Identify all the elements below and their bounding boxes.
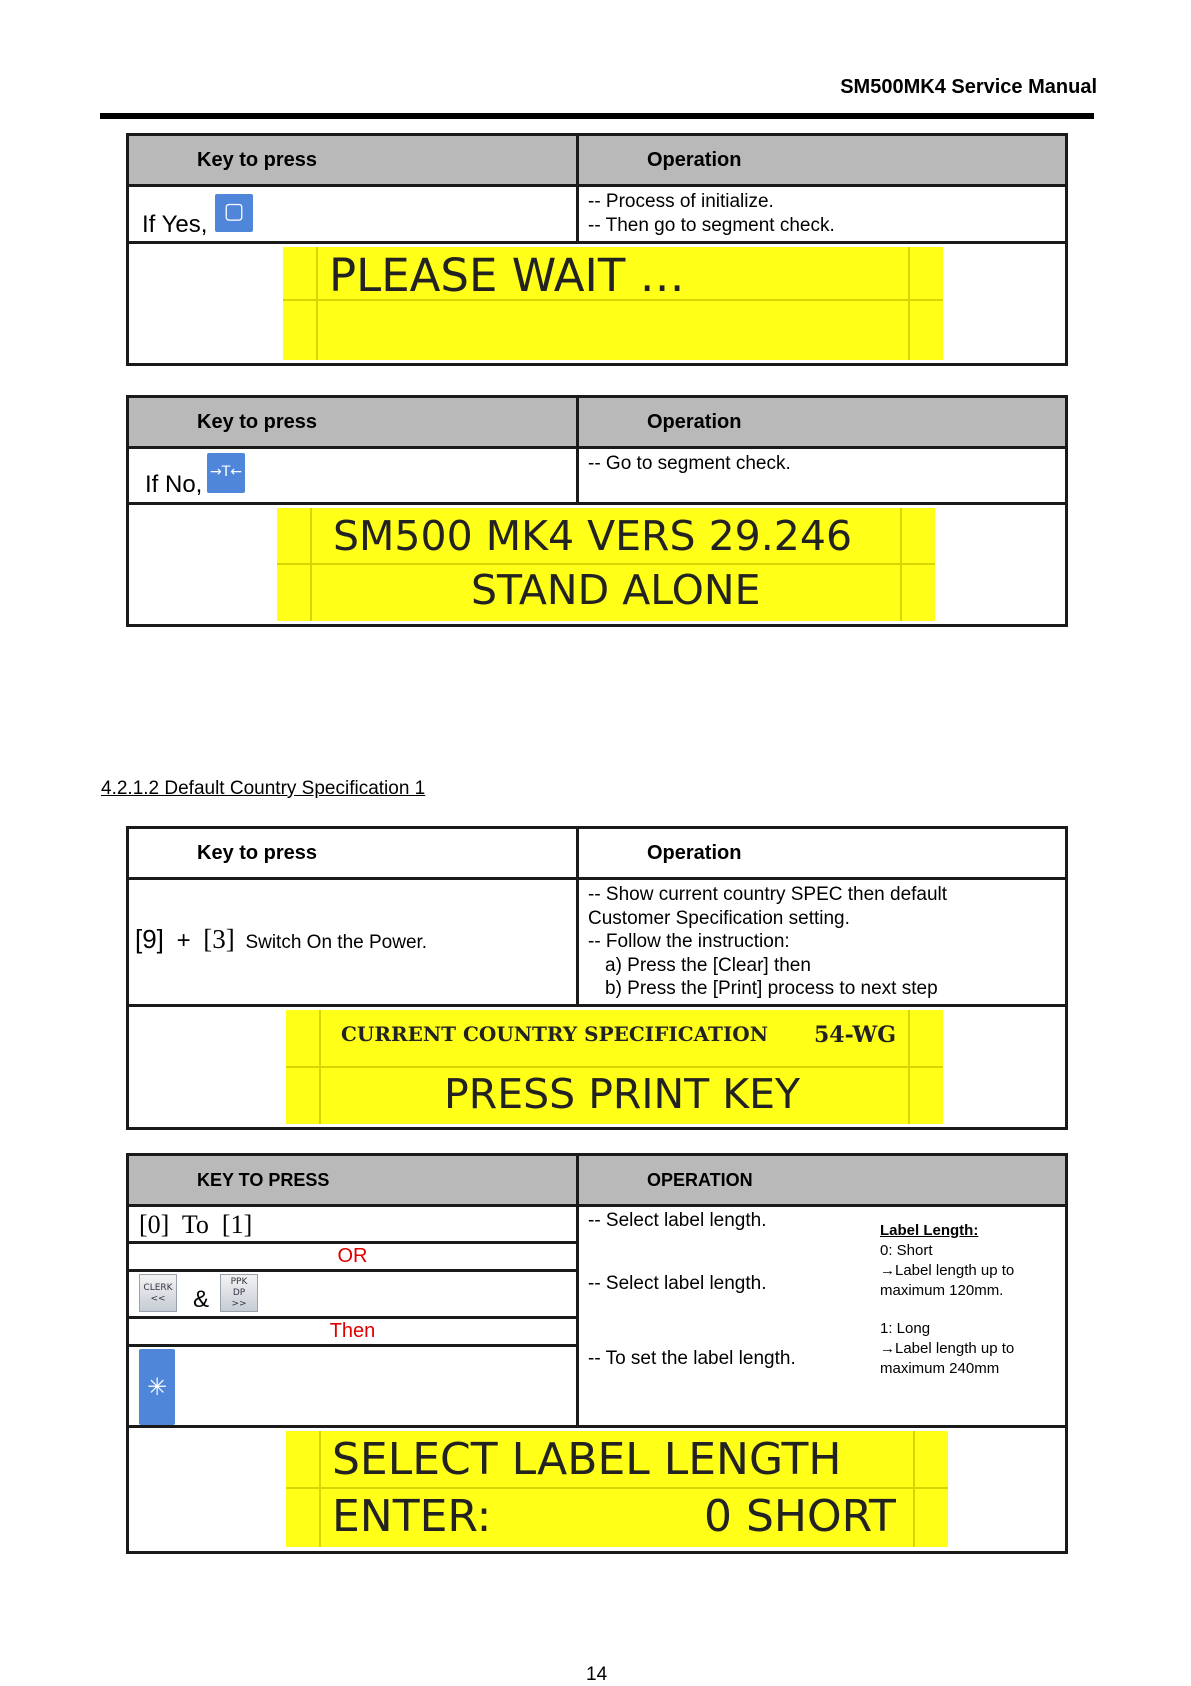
display-cell [128,504,1067,626]
key-label: If No, [145,471,203,498]
key-cell [128,186,578,243]
lcd-display [283,247,943,360]
clear-key-icon: ▢ [215,194,253,232]
label-length-line: maximum 120mm. [880,1282,1004,1299]
lcd-line-1: CURRENT COUNTRY SPECIFICATION [341,1021,769,1046]
column-header-operation: Operation [578,397,1067,448]
operation-line: -- Process of initialize. [588,191,774,212]
lcd-line-2-left: ENTER: [332,1491,492,1542]
operation-cell [578,448,1067,504]
clerk-key-icon: CLERK << [139,1274,177,1312]
column-header-operation: Operation [578,828,1067,879]
section-heading: 4.2.1.2 Default Country Specification 1 [101,778,426,799]
key-table-country-spec [126,826,1068,1130]
label-length-line: →Label length up to [880,1340,1015,1357]
then-label: Then [129,1319,576,1347]
key-3: [3] [203,924,235,954]
label-length-line: 1: Long [880,1320,931,1337]
lcd-line-2: STAND ALONE [471,566,761,614]
key-row-0-to-1 [129,1207,576,1244]
lcd-line-1: PLEASE WAIT … [329,249,685,302]
key-table-label-length [126,1153,1068,1554]
operation-line: -- Select label length. [588,1210,767,1231]
display-cell [128,1005,1067,1128]
ppk-key-icon: PPK DP >> [220,1274,258,1312]
column-header-key: Key to press [128,828,578,879]
ampersand: & [193,1286,210,1313]
key-table-if-yes [126,133,1068,366]
asterisk-key-icon: ✳ [139,1349,175,1425]
operation-line: -- Select label length. [588,1273,767,1294]
lcd-line-2: PRESS PRINT KEY [444,1069,801,1118]
or-label: OR [129,1244,576,1272]
display-cell [128,243,1067,365]
key-instruction: Switch On the Power. [245,932,428,953]
lcd-line-1: SM500 MK4 VERS 29.246 [333,512,853,560]
operation-line: -- Show current country SPEC then default [588,884,948,905]
lcd-line-1: SELECT LABEL LENGTH [332,1434,842,1485]
lcd-display [286,1431,948,1547]
label-length-line: 0: Short [880,1242,933,1259]
label-length-line: →Label length up to [880,1262,1015,1279]
column-header-operation: OPERATION [578,1155,1067,1206]
operation-cell [578,186,1067,243]
label-length-title: Label Length: [880,1222,979,1239]
operation-line: Customer Specification setting. [588,907,850,929]
key-9: [9] [135,924,164,954]
lcd-country-code: 54-WG [814,1021,897,1048]
operation-line: -- Follow the instruction: [588,931,790,952]
column-header-key: KEY TO PRESS [128,1155,578,1206]
key-row-enter [129,1347,576,1425]
operation-cell [578,1206,1067,1427]
operation-line: -- Then go to segment check. [588,215,835,236]
operation-line: b) Press the [Print] process to next step [605,978,938,999]
operation-cell [578,879,1067,1006]
key-row-clerk-ppk [129,1272,576,1319]
lcd-line-2-right: 0 SHORT [704,1491,896,1542]
label-length-line: maximum 240mm [880,1360,1000,1377]
key-range: [0] To [1] [139,1210,253,1239]
operation-line: -- To set the label length. [588,1348,796,1369]
column-header-operation: Operation [578,135,1067,186]
document-title: SM500MK4 Service Manual [840,76,1097,98]
lcd-display [286,1010,943,1124]
operation-line: a) Press the [Clear] then [605,954,811,976]
column-header-key: Key to press [128,397,578,448]
key-table-if-no [126,395,1068,627]
header-rule [100,113,1094,119]
key-cell [128,1206,578,1427]
lcd-display [277,508,935,621]
operation-line: -- Go to segment check. [588,453,791,474]
tare-key-icon: →T← [207,453,245,493]
column-header-key: Key to press [128,135,578,186]
key-cell [128,448,578,504]
plus-sign: + [176,927,191,954]
key-cell [128,879,578,1006]
key-label: If Yes, [142,211,208,238]
display-cell [128,1427,1067,1553]
page-number: 14 [586,1664,608,1685]
label-length-note [880,1221,1040,1379]
